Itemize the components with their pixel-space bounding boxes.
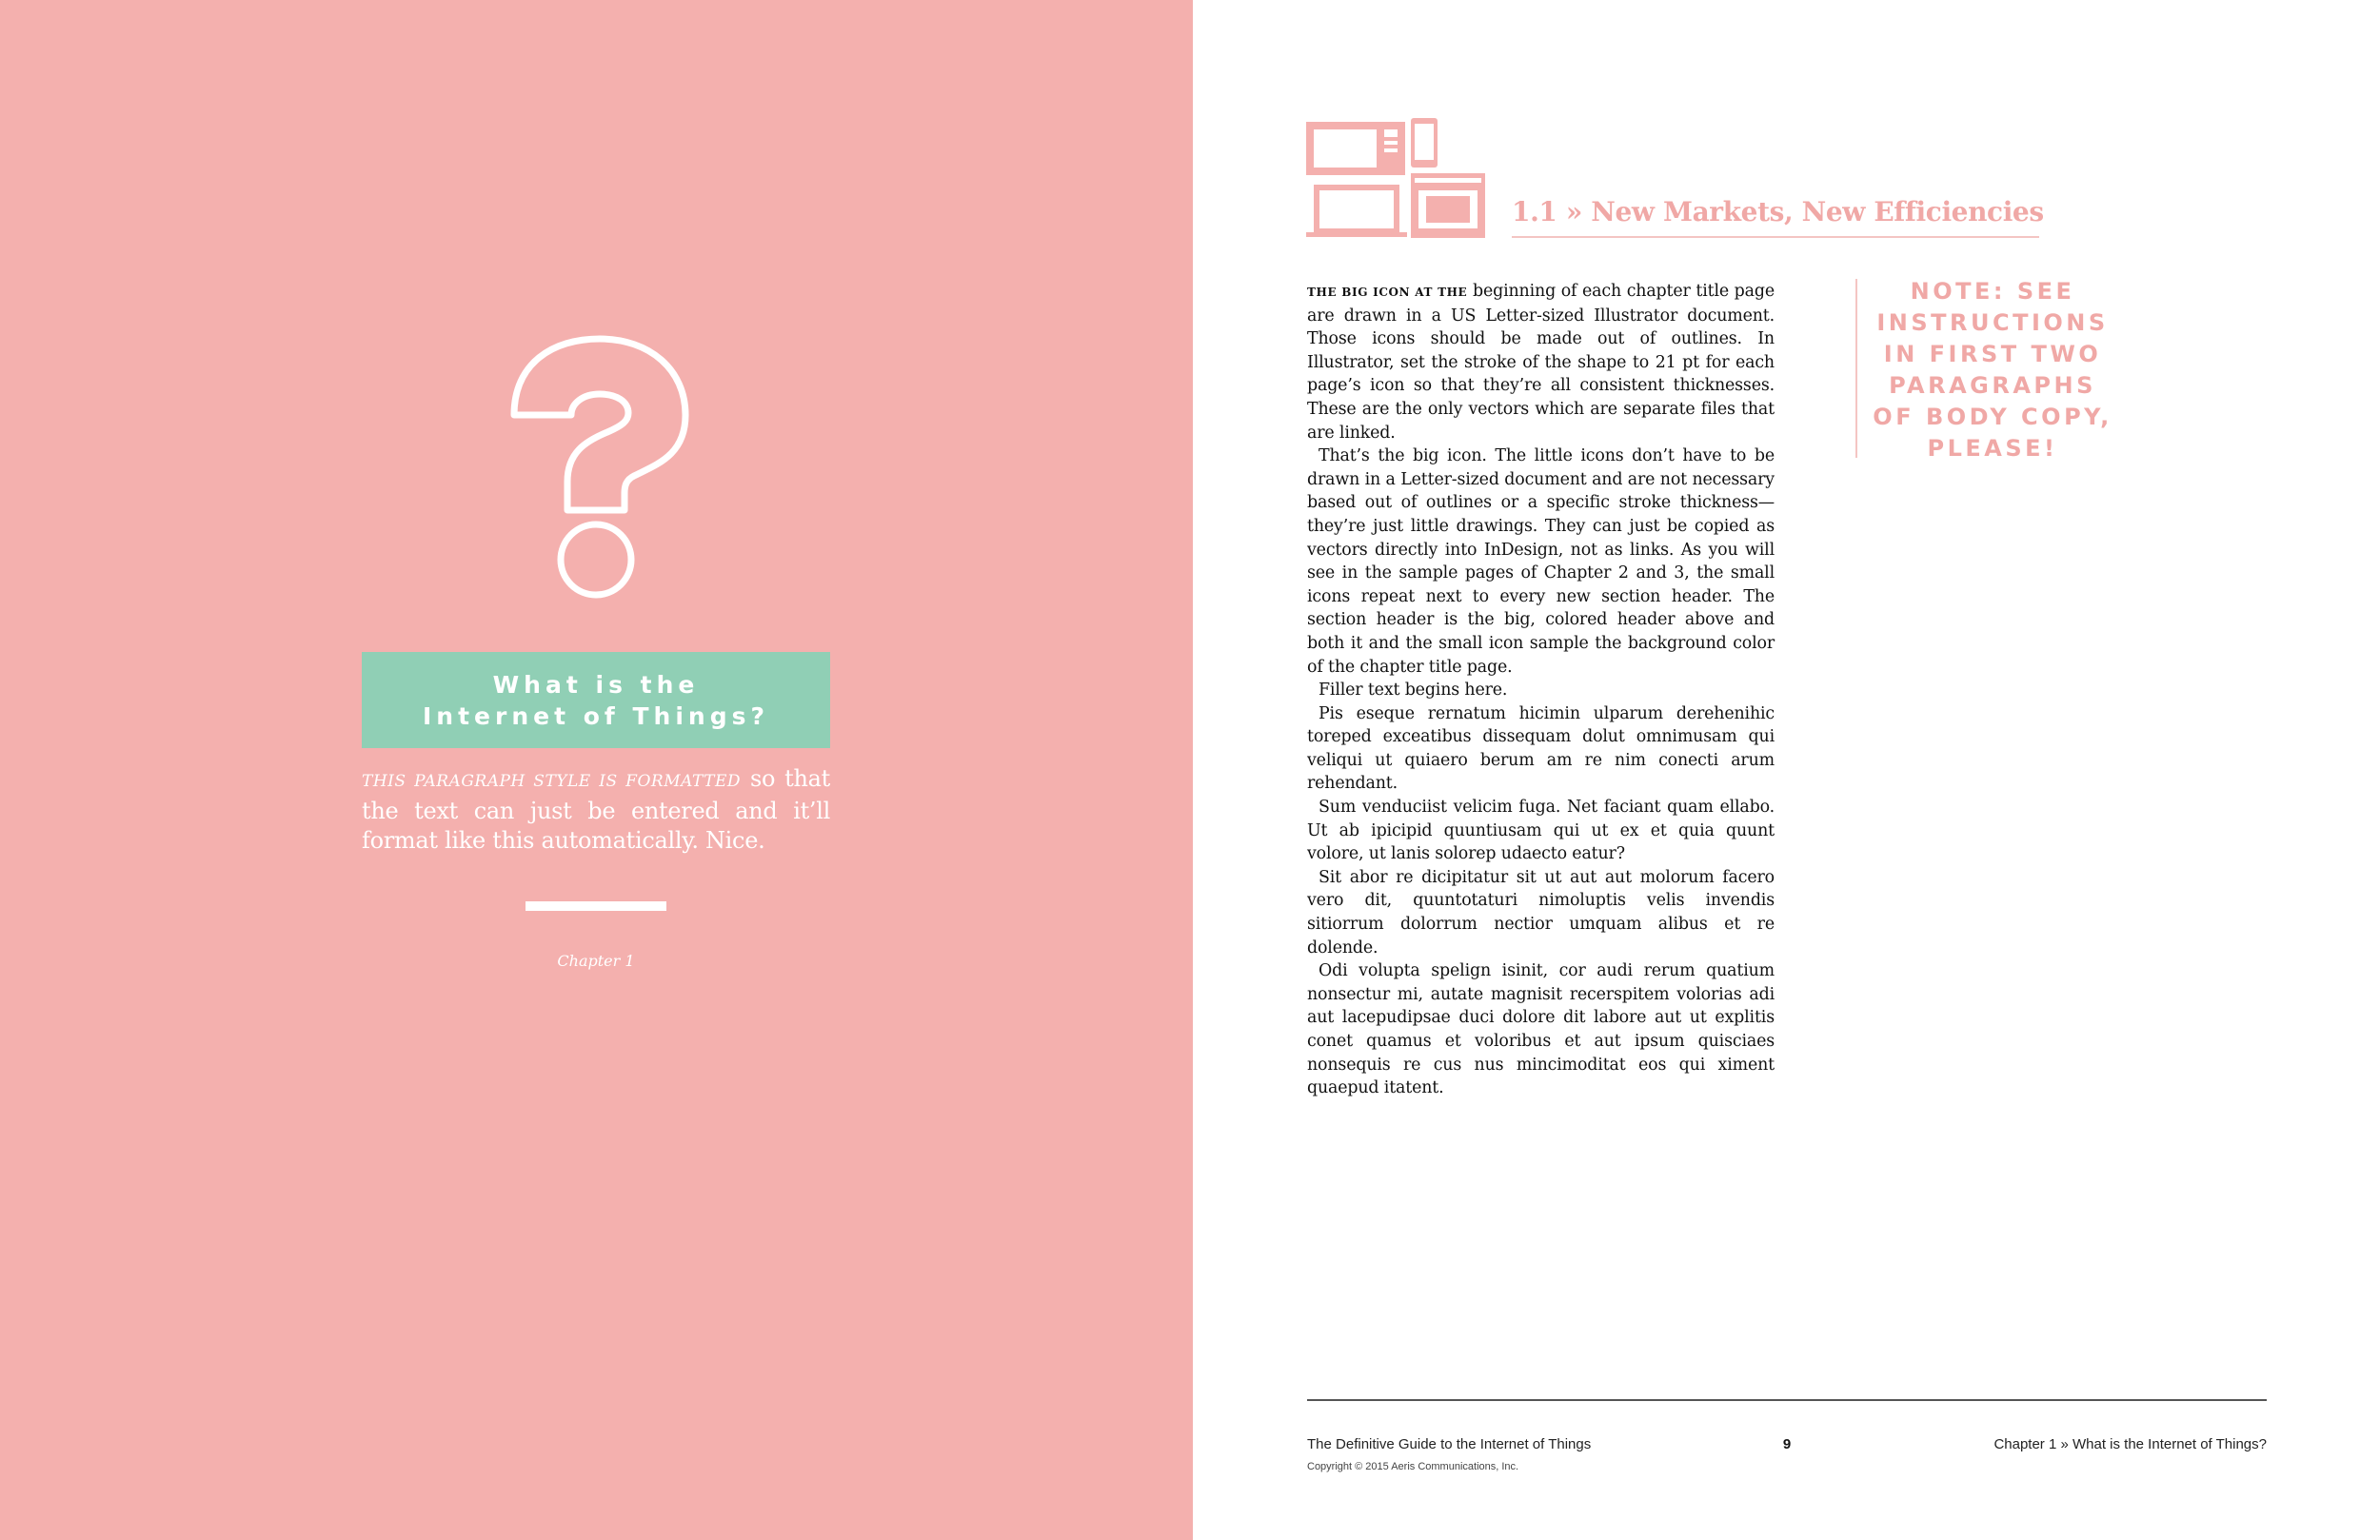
intro-text: so that the text can just be entered and it’ll format like this automatically. Nice. xyxy=(362,765,830,854)
page-number: 9 xyxy=(1782,1436,1792,1452)
divider-bar xyxy=(526,901,666,911)
body-paragraph-2: That’s the big icon. The little icons don’t have to be drawn in a Letter-sized document and are not necessary based out of outlines or a specific stroke thickness—they’re just little drawings. They can just be copied as vectors directly into InDesign, not as links. As you will see in the sample pages of Chapter 2 and 3, the small icons repeat next to every new section header. The section header is the big, colored header above and both it and the small icon sample the background color of the chapter title page. xyxy=(1307,446,1775,677)
body-paragraph-3: Filler text begins here. xyxy=(1319,681,1508,701)
note-line: PLEASE! xyxy=(1927,435,2058,462)
chapter-title-box xyxy=(362,652,830,748)
body-paragraph-6: Sit abor re dicipitatur sit ut aut aut molorum facero vero dit, quuntotaturi nimoluptis velis invendis sitiorrum dolorrum nectior umquam alibus et re dolende. xyxy=(1307,867,1775,958)
margin-note xyxy=(1864,276,2121,464)
note-line: INSTRUCTIONS xyxy=(1876,309,2109,336)
body-paragraph-4: Pis eseque rernatum hicimin ulparum derehenihic toreped exceatibus dissequam dolut omnimusam qui veliqui ut quiaero berum am re nim conecti arum rehendant. xyxy=(1307,703,1775,794)
footer-rule xyxy=(1307,1399,2267,1401)
question-mark-outline-icon xyxy=(505,331,695,607)
body-copy xyxy=(1307,280,1775,1100)
note-line: NOTE: SEE xyxy=(1910,278,2075,305)
body-paragraph-7: Odi volupta spelign isinit, cor audi rerum quatium nonsectur mi, autate magnisit recerspitem volorias adi aut lacepudipsae duci dolore dit labore aut ut explitis conet quamus et voloribus et aut ipsum quisciaes nonsequis re cus nus mincimoditat eos qui ximent quaepud itatent. xyxy=(1307,961,1775,1098)
body-paragraph-5: Sum venduciist velicim fuga. Net faciant quam ellabo. Ut ab ipicipid quuntiusam qui ut ex et quia quunt volore, ut lanis solorep udaecto eatur? xyxy=(1307,798,1775,864)
intro-lead-in: THIS PARAGRAPH STYLE IS FORMATTED xyxy=(362,772,741,791)
note-line: OF BODY COPY, xyxy=(1873,404,2112,430)
body-lead-in: THE BIG ICON AT THE xyxy=(1307,286,1468,299)
chapter-title-line-1: What is the xyxy=(492,670,700,699)
body-paragraph-1: THE BIG ICON AT THE beginning of each chapter title page are drawn in a US Letter-sized Illustrator document. Those icons should be made out of outlines. In Illustrator, set the stroke of the shape to 21 pt for each page’s icon so that they’re all consistent thicknesses. These are the only vectors which are separate files that are linked. xyxy=(1307,282,1775,443)
note-line: PARAGRAPHS xyxy=(1889,372,2096,399)
section-header xyxy=(1512,188,2044,238)
devices-icon xyxy=(1306,118,1485,238)
section-title: 1.1 » New Markets, New Efficiencies xyxy=(1512,196,2044,227)
running-head: Chapter 1 » What is the Internet of Things? xyxy=(1993,1436,2267,1452)
note-rule xyxy=(1855,279,1857,458)
chapter-title-line-2: Internet of Things? xyxy=(423,701,769,730)
footer-copyright: Copyright © 2015 Aeris Communications, Inc. xyxy=(1307,1461,1519,1472)
footer-book-title: The Definitive Guide to the Internet of Things xyxy=(1307,1436,1592,1452)
chapter-label: Chapter 1 xyxy=(557,952,635,970)
note-line: IN FIRST TWO xyxy=(1883,341,2102,367)
chapter-intro-paragraph xyxy=(362,764,830,856)
